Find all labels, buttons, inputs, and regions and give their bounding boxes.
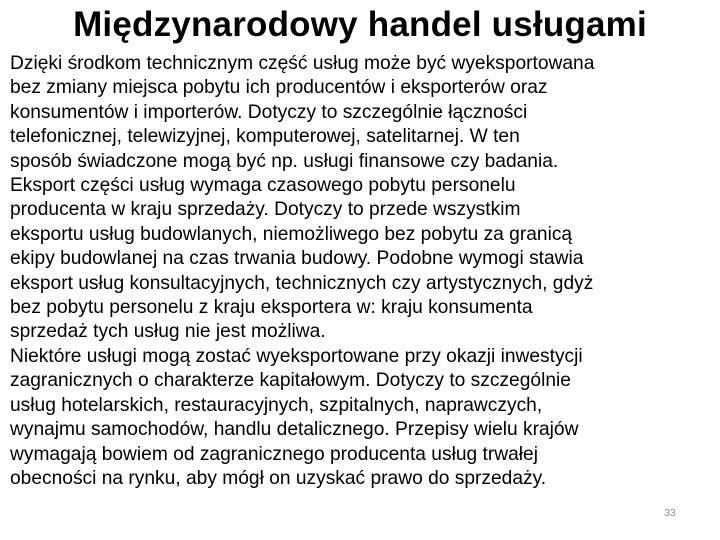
text-line: Niektóre usługi mogą zostać wyeksportowane przy okazji inwestycji bbox=[10, 345, 583, 367]
text-line: konsumentów i importerów. Dotyczy to szczególnie łączności bbox=[10, 101, 528, 123]
slide-body bbox=[10, 52, 710, 491]
paragraph-remote-export bbox=[10, 52, 710, 174]
text-line: Dzięki środkom technicznym część usług może być wyeksportowana bbox=[10, 53, 595, 74]
paragraph-personnel-export bbox=[10, 174, 710, 345]
paragraph-investment-export bbox=[10, 345, 710, 491]
text-line: sprzedaż tych usług nie jest możliwa. bbox=[10, 321, 326, 343]
text-line: producenta w kraju sprzedaży. Dotyczy to przede wszystkim bbox=[10, 199, 521, 221]
text-line: sposób świadczone mogą być np. usługi finansowe czy badania. bbox=[10, 150, 559, 172]
text-line: ekipy budowlanej na czas trwania budowy. Podobne wymogi stawia bbox=[10, 248, 584, 270]
text-line: zagranicznych o charakterze kapitałowym. Dotyczy to szczególnie bbox=[10, 370, 571, 392]
text-line: eksportu usług budowlanych, niemożliwego bez pobytu za granicą bbox=[10, 223, 573, 245]
text-line: eksport usług konsultacyjnych, technicznych czy artystycznych, gdyż bbox=[10, 272, 594, 294]
text-line: bez zmiany miejsca pobytu ich producentów i eksporterów oraz bbox=[10, 77, 548, 99]
text-line: wynajmu samochodów, handlu detalicznego. Przepisy wielu krajów bbox=[10, 419, 579, 441]
text-line: telefonicznej, telewizyjnej, komputerowej, satelitarnej. W ten bbox=[10, 126, 520, 148]
text-line: obecności na rynku, aby mógł on uzyskać prawo do sprzedaży. bbox=[10, 467, 547, 489]
text-line: usług hotelarskich, restauracyjnych, szpitalnych, naprawczych, bbox=[10, 394, 543, 416]
text-line: bez pobytu personelu z kraju eksportera w: kraju konsumenta bbox=[10, 297, 533, 319]
text-line: wymagają bowiem od zagranicznego producenta usług trwałej bbox=[10, 443, 538, 465]
page-number: 33 bbox=[664, 508, 676, 519]
slide-title: Międzynarodowy handel usługami bbox=[73, 5, 647, 44]
text-line: Eksport części usług wymaga czasowego pobytu personelu bbox=[10, 175, 516, 197]
